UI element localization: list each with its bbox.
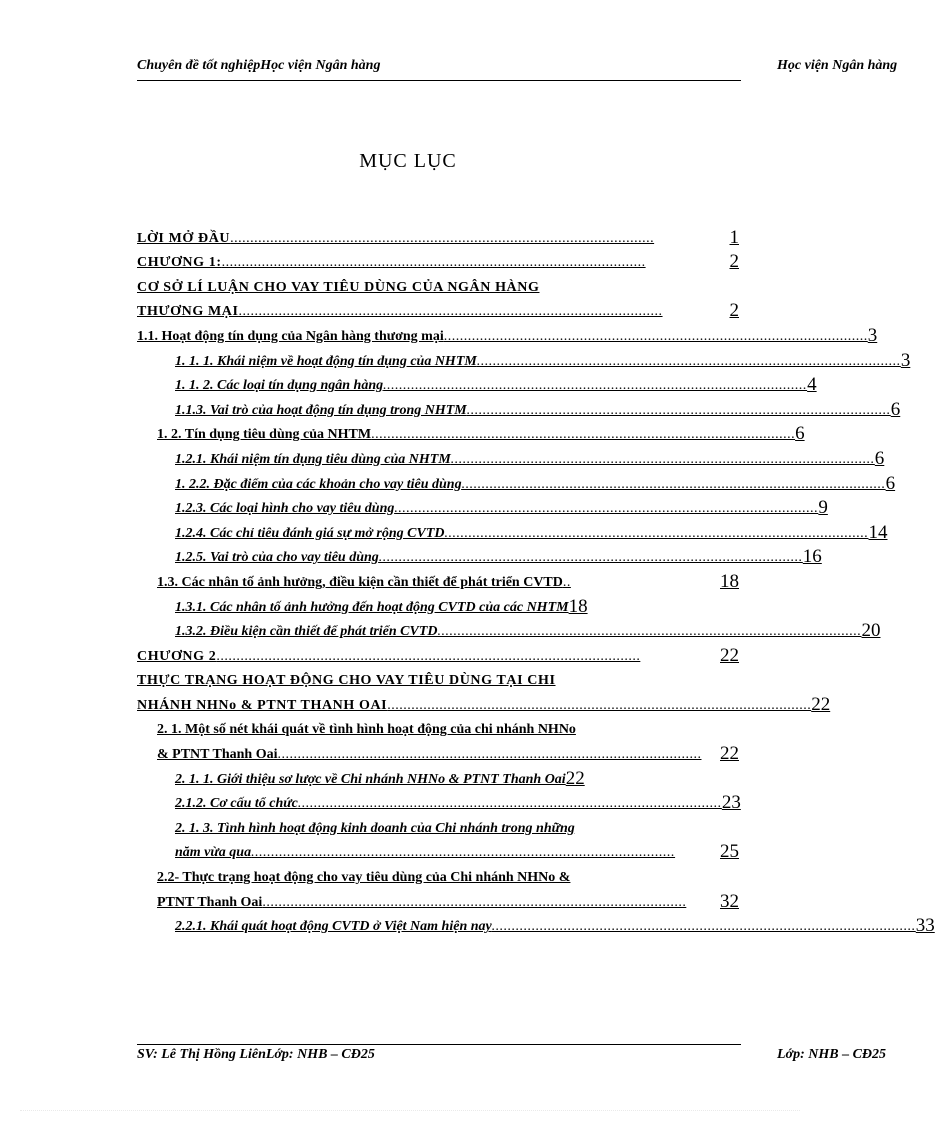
dot-leader: .......................................................................................................... xyxy=(443,328,868,344)
toc-entry[interactable]: 2. 1. 3. Tình hình hoạt động kinh doanh của Chi nhánh trong những xyxy=(175,820,575,836)
dot-leader: .......................................................................................................... xyxy=(383,378,808,394)
dot-leader: .. xyxy=(562,574,571,590)
toc-entry[interactable]: 1. 2. Tín dụng tiêu dùng của NHTM .......................................................................................................... 6 xyxy=(157,423,805,445)
toc-entry[interactable]: THỰC TRẠNG HOẠT ĐỘNG CHO VAY TIÊU DÙNG TẠI CHI xyxy=(137,673,556,689)
dot-leader: .......................................................................................................... xyxy=(450,451,875,467)
page-header-right: Học viện Ngân hàng xyxy=(777,58,898,73)
toc-entry[interactable]: 1.2.4. Các chỉ tiêu đánh giá sự mở rộng CVTD .......................................................................................................... 14 xyxy=(175,521,888,543)
toc-entry[interactable]: 1.3. Các nhân tố ảnh hưởng, điều kiện cần thiết để phát triển CVTD .. 18 xyxy=(157,570,739,592)
dot-leader: .......................................................................................................... xyxy=(221,255,646,271)
toc-entry[interactable]: 1.2.1. Khái niệm tín dụng tiêu dùng của NHTM .......................................................................................................... 6 xyxy=(175,447,885,469)
toc-entry[interactable]: 1.3.2. Điều kiện cần thiết để phát triển CVTD .......................................................................................................... 20 xyxy=(175,620,881,642)
header-rule xyxy=(137,80,741,81)
dot-leader: .......................................................................................................... xyxy=(230,230,655,246)
dot-leader: .......................................................................................................... xyxy=(238,304,663,320)
dot-leader: .......................................................................................................... xyxy=(387,697,812,713)
toc-entry[interactable]: CHƯƠNG 2 .......................................................................................................... 22 xyxy=(137,644,739,666)
toc-entry[interactable]: NHÁNH NHNo & PTNT THANH OAI .......................................................................................................... 22 xyxy=(137,693,831,715)
toc-entry[interactable]: 1.3.1. Các nhân tố ảnh hưởng đến hoạt động CVTD của các NHTM 18 xyxy=(175,595,588,617)
dot-leader: .......................................................................................................... xyxy=(251,845,676,861)
toc-entry[interactable]: 2.2.1. Khái quát hoạt động CVTD ở Việt Nam hiện nay .......................................................................................................... 33 xyxy=(175,915,935,937)
page-bottom-border xyxy=(20,1110,800,1111)
dot-leader: .......................................................................................................... xyxy=(277,747,702,763)
toc-entry[interactable]: & PTNT Thanh Oai .......................................................................................................... 22 xyxy=(157,743,739,765)
page-footer-left: SV: Lê Thị Hồng LiênLớp: NHB – CĐ25 xyxy=(137,1047,375,1062)
toc-entry[interactable]: 1. 1. 1. Khái niệm về hoạt động tín dụng của NHTM .......................................................................................................... 3 xyxy=(175,349,911,371)
toc-entry[interactable]: PTNT Thanh Oai .......................................................................................................... 32 xyxy=(157,890,739,912)
page-footer-right: Lớp: NHB – CĐ25 xyxy=(777,1047,887,1062)
dot-leader: .......................................................................................................... xyxy=(262,894,687,910)
dot-leader: .......................................................................................................... xyxy=(491,919,916,935)
dot-leader: .......................................................................................................... xyxy=(378,550,803,566)
dot-leader: .......................................................................................................... xyxy=(444,525,869,541)
toc-entry[interactable]: 1.1.3. Vai trò của hoạt động tín dụng trong NHTM .......................................................................................................... 6 xyxy=(175,398,901,420)
toc-entry[interactable]: 2.2- Thực trạng hoạt động cho vay tiêu dùng của Chi nhánh NHNo & xyxy=(157,870,571,886)
toc-entry[interactable]: LỜI MỞ ĐẦU .......................................................................................................... 1 xyxy=(137,226,739,248)
toc-entry[interactable]: CHƯƠNG 1: .......................................................................................................... 2 xyxy=(137,251,739,273)
toc-entry[interactable]: 2. 1. Một số nét khái quát về tình hình hoạt động của chi nhánh NHNo xyxy=(157,722,576,738)
page-header-left: Chuyên đề tốt nghiệpHọc viện Ngân hàng xyxy=(137,58,381,73)
toc-title: MỤC LỤC xyxy=(359,150,457,172)
dot-leader: .......................................................................................................... xyxy=(297,796,722,812)
toc-entry[interactable]: 1.2.3. Các loại hình cho vay tiêu dùng .......................................................................................................... 9 xyxy=(175,497,828,519)
dot-leader: .......................................................................................................... xyxy=(216,648,641,664)
toc-entry[interactable]: 1.2.5. Vai trò của cho vay tiêu dùng .......................................................................................................... 16 xyxy=(175,546,822,568)
toc-entry[interactable]: 2. 1. 1. Giới thiệu sơ lược về Chi nhánh NHNo & PTNT Thanh Oai 22 xyxy=(175,767,585,789)
dot-leader: .......................................................................................................... xyxy=(476,353,901,369)
footer-rule xyxy=(137,1044,741,1045)
dot-leader: .......................................................................................................... xyxy=(466,402,891,418)
dot-leader: .......................................................................................................... xyxy=(437,624,862,640)
dot-leader: .......................................................................................................... xyxy=(394,501,819,517)
toc-entry[interactable]: 1.1. Hoạt động tín dụng của Ngân hàng thương mại .......................................................................................................... 3 xyxy=(137,324,878,346)
toc-entry[interactable]: CƠ SỞ LÍ LUẬN CHO VAY TIÊU DÙNG CỦA NGÂN HÀNG xyxy=(137,279,540,295)
toc-entry[interactable]: 2.1.2. Cơ cấu tổ chức .......................................................................................................... 23 xyxy=(175,792,741,814)
dot-leader: .......................................................................................................... xyxy=(371,427,796,443)
toc-entry[interactable]: THƯƠNG MẠI .......................................................................................................... 2 xyxy=(137,300,739,322)
toc-entry[interactable]: 1. 2.2. Đặc điểm của các khoản cho vay tiêu dùng .......................................................................................................... 6 xyxy=(175,472,896,494)
toc-entry[interactable]: năm vừa qua .......................................................................................................... 25 xyxy=(175,841,739,863)
dot-leader: .......................................................................................................... xyxy=(461,476,886,492)
toc-entry[interactable]: 1. 1. 2. Các loại tín dụng ngân hàng .......................................................................................................... 4 xyxy=(175,374,817,396)
table-of-contents xyxy=(137,224,935,937)
